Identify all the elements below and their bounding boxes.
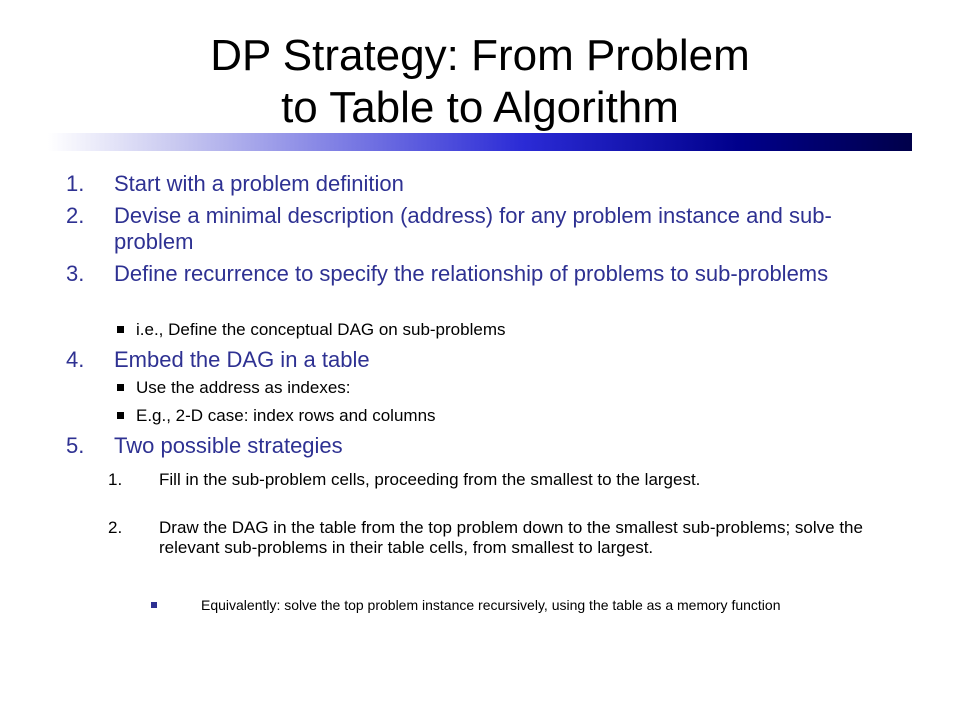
bullet-text: i.e., Define the conceptual DAG on sub-problems — [136, 320, 506, 339]
substep-1-text: Fill in the sub-problem cells, proceeding from the smallest to the largest. — [159, 470, 701, 489]
substep-2-number: 2. — [108, 518, 123, 537]
step-4-number: 4. — [66, 347, 85, 372]
square-bullet-icon — [117, 412, 124, 419]
square-bullet-icon — [117, 384, 124, 391]
step-2-number: 2. — [66, 203, 85, 228]
step-5-text: Two possible strategies — [114, 433, 343, 458]
square-bullet-icon — [117, 326, 124, 333]
step-4-text: Embed the DAG in a table — [114, 347, 370, 372]
step-3-number: 3. — [66, 261, 85, 286]
title-line-2: to Table to Algorithm — [281, 83, 679, 132]
sub-bullet-text: Equivalently: solve the top problem instance recursively, using the table as a memory function — [201, 597, 781, 613]
step-1-number: 1. — [66, 171, 85, 196]
step-2-text: Devise a minimal description (address) for any problem instance and sub-problem — [114, 203, 832, 254]
substep-2-text: Draw the DAG in the table from the top problem down to the smallest sub-problems; solve the relevant sub-problems in their table cells, from smallest to largest. — [159, 518, 863, 557]
bullet-text: Use the address as indexes: — [136, 378, 351, 397]
title-line-1: DP Strategy: From Problem — [210, 31, 750, 80]
substep-1-number: 1. — [108, 470, 123, 489]
step-3-text: Define recurrence to specify the relationship of problems to sub-problems — [114, 261, 829, 286]
step-1-text: Start with a problem definition — [114, 171, 404, 196]
step-5-number: 5. — [66, 433, 85, 458]
bullet-text: E.g., 2-D case: index rows and columns — [136, 406, 436, 425]
square-bullet-icon — [151, 602, 157, 608]
